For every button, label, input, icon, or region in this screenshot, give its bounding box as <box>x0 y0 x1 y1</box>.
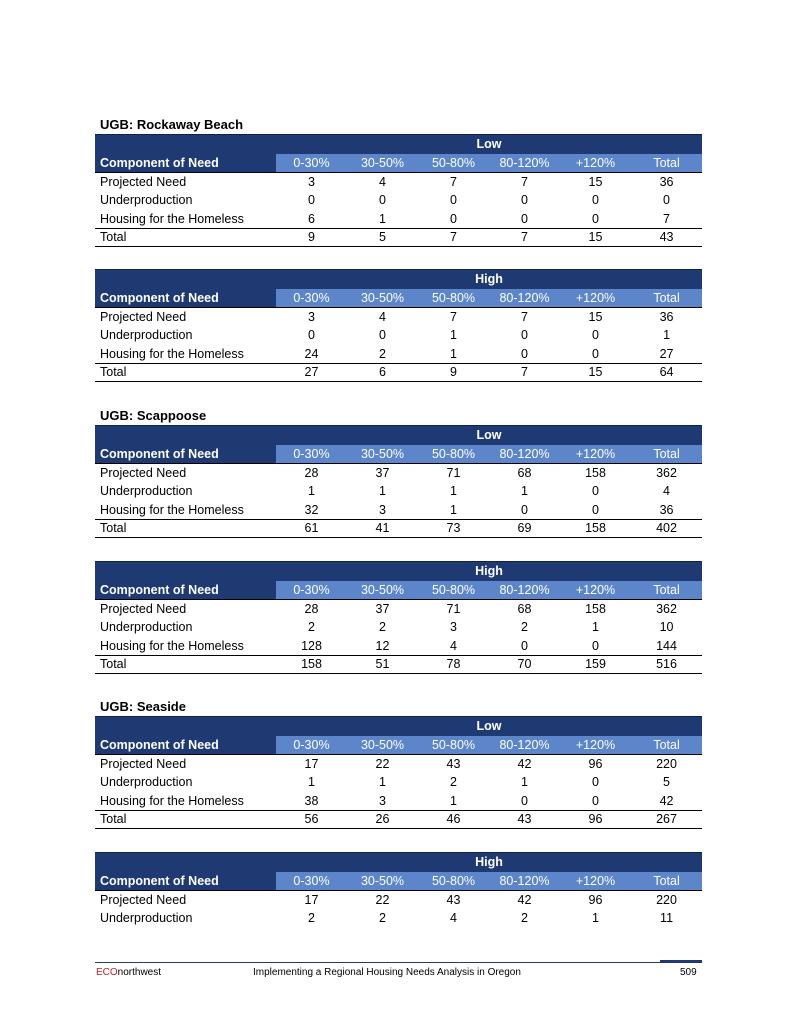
row-label: Housing for the Homeless <box>95 501 276 520</box>
cell: 2 <box>450 775 457 790</box>
cell: 78 <box>418 655 489 674</box>
cell: 1 <box>450 484 457 499</box>
cell: 0 <box>592 193 599 208</box>
cell: 7 <box>489 363 560 382</box>
footer-brand <box>96 967 161 978</box>
column-header: 30-50% <box>347 154 418 173</box>
cell: 71 <box>446 466 461 480</box>
row-label: Projected Need <box>100 175 187 189</box>
table-row <box>95 345 702 364</box>
table-row <box>95 755 702 774</box>
table-row <box>95 464 702 483</box>
column-header: 30-50% <box>347 872 418 891</box>
seaside-low-table <box>95 716 702 829</box>
cell: 15 <box>588 310 603 324</box>
cell: 1 <box>308 484 315 499</box>
cell: 43 <box>446 893 461 907</box>
cell: 3 <box>347 501 418 520</box>
cell: 0 <box>418 210 489 229</box>
cell: 3 <box>347 792 418 811</box>
cell: 0 <box>489 345 560 364</box>
cell: 69 <box>489 519 560 538</box>
row-label: Housing for the Homeless <box>95 792 276 811</box>
column-header: Total <box>631 736 702 755</box>
column-header: 80-120% <box>489 581 560 600</box>
cell: 42 <box>517 893 532 907</box>
cell: 51 <box>347 655 418 674</box>
cell: 3 <box>308 175 315 189</box>
row-label: Projected Need <box>100 310 187 324</box>
scenario-band: Low <box>95 135 702 154</box>
column-header: 80-120% <box>489 736 560 755</box>
section-title-seaside: UGB: Seaside <box>100 699 186 714</box>
cell: 144 <box>631 637 702 656</box>
footer-brand-northwest: northwest <box>117 967 162 978</box>
cell: 1 <box>347 210 418 229</box>
cell: 0 <box>489 792 560 811</box>
cell: 22 <box>375 893 390 907</box>
cell: 4 <box>379 310 386 324</box>
row-label: Underproduction <box>100 484 193 499</box>
cell: 37 <box>375 602 390 616</box>
scappoose-low-table <box>95 425 702 538</box>
row-label: Total <box>95 363 276 382</box>
cell: 7 <box>418 228 489 247</box>
rockaway-beach-low-table <box>95 134 702 247</box>
total-row <box>95 363 702 382</box>
row-label: Projected Need <box>100 466 187 480</box>
cell: 42 <box>517 757 532 771</box>
cell: 516 <box>631 655 702 674</box>
column-header: Total <box>631 289 702 308</box>
column-header: 50-80% <box>418 581 489 600</box>
scenario-band: Low <box>95 717 702 736</box>
column-header: +120% <box>560 581 631 600</box>
column-header: 30-50% <box>347 736 418 755</box>
cell: 38 <box>276 792 347 811</box>
column-header: +120% <box>560 445 631 464</box>
table-row <box>95 773 702 792</box>
cell: 2 <box>308 620 315 635</box>
cell: 4 <box>450 911 457 926</box>
cell: 0 <box>663 193 670 208</box>
cell: 3 <box>308 310 315 324</box>
cell: 1 <box>592 620 599 635</box>
total-row <box>95 810 702 829</box>
cell: 0 <box>379 193 386 208</box>
cell: 0 <box>560 792 631 811</box>
column-header: Total <box>631 154 702 173</box>
cell: 12 <box>347 637 418 656</box>
table-row <box>95 210 702 229</box>
table-row <box>95 792 702 811</box>
row-label: Housing for the Homeless <box>95 210 276 229</box>
cell: 56 <box>276 810 347 829</box>
cell: 28 <box>304 466 319 480</box>
total-row <box>95 655 702 674</box>
column-header: 30-50% <box>347 581 418 600</box>
scenario-band: High <box>95 562 702 581</box>
cell: 0 <box>560 501 631 520</box>
column-header: 30-50% <box>347 289 418 308</box>
cell: 0 <box>489 501 560 520</box>
cell: 64 <box>631 363 702 382</box>
cell: 7 <box>521 310 528 324</box>
row-label: Total <box>95 810 276 829</box>
cell: 0 <box>560 345 631 364</box>
cell: 9 <box>418 363 489 382</box>
column-header: Total <box>631 872 702 891</box>
cell: 7 <box>631 210 702 229</box>
cell: 1 <box>450 328 457 343</box>
row-label: Underproduction <box>100 328 193 343</box>
footer-accent-bar <box>660 960 702 963</box>
table-row <box>95 191 702 210</box>
column-header: +120% <box>560 736 631 755</box>
cell: 15 <box>588 175 603 189</box>
row-label: Underproduction <box>100 775 193 790</box>
cell: 15 <box>560 363 631 382</box>
cell: 0 <box>450 193 457 208</box>
cell: 96 <box>588 893 603 907</box>
cell: 6 <box>276 210 347 229</box>
seaside-high-table <box>95 852 702 928</box>
column-header: +120% <box>560 154 631 173</box>
row-label: Projected Need <box>100 602 187 616</box>
cell: 3 <box>450 620 457 635</box>
row-label: Total <box>95 519 276 538</box>
cell: 220 <box>656 893 677 907</box>
cell: 41 <box>347 519 418 538</box>
table-row <box>95 173 702 192</box>
cell: 158 <box>560 519 631 538</box>
row-label: Projected Need <box>100 893 187 907</box>
row-label: Underproduction <box>100 193 193 208</box>
cell: 1 <box>418 792 489 811</box>
cell: 1 <box>663 328 671 343</box>
cell: 27 <box>276 363 347 382</box>
cell: 0 <box>379 328 386 343</box>
row-label: Housing for the Homeless <box>95 345 276 364</box>
scenario-band: High <box>95 270 702 289</box>
column-header: +120% <box>560 872 631 891</box>
table-row <box>95 909 702 928</box>
cell: 10 <box>659 620 674 635</box>
cell: 7 <box>489 228 560 247</box>
column-header: 50-80% <box>418 736 489 755</box>
cell: 4 <box>418 637 489 656</box>
cell: 1 <box>379 775 386 790</box>
table-row <box>95 326 702 345</box>
cell: 2 <box>308 911 315 926</box>
column-header: +120% <box>560 289 631 308</box>
total-row <box>95 228 702 247</box>
cell: 0 <box>489 637 560 656</box>
cell: 362 <box>656 602 677 616</box>
column-header: 0-30% <box>276 872 347 891</box>
cell: 26 <box>347 810 418 829</box>
cell: 36 <box>659 175 674 189</box>
cell: 2 <box>521 620 528 635</box>
table-row <box>95 600 702 619</box>
scappoose-high-table <box>95 561 702 674</box>
section-title-rockaway-beach: UGB: Rockaway Beach <box>100 117 244 132</box>
row-label: Total <box>95 655 276 674</box>
cell: 2 <box>379 911 386 926</box>
cell: 5 <box>663 775 670 790</box>
cell: 28 <box>304 602 319 616</box>
page-number: 509 <box>680 967 697 978</box>
column-header: 0-30% <box>276 445 347 464</box>
cell: 17 <box>304 757 319 771</box>
row-label: Underproduction <box>100 620 193 635</box>
column-header: 80-120% <box>489 445 560 464</box>
column-header: 0-30% <box>276 736 347 755</box>
cell: 27 <box>631 345 702 364</box>
cell: 7 <box>450 310 457 324</box>
column-header: 80-120% <box>489 154 560 173</box>
scenario-band: High <box>95 853 702 872</box>
cell: 220 <box>656 757 677 771</box>
row-label: Total <box>95 228 276 247</box>
column-header: 50-80% <box>418 872 489 891</box>
cell: 0 <box>592 775 599 790</box>
cell: 0 <box>521 328 528 343</box>
table-row <box>95 618 702 637</box>
row-label: Underproduction <box>100 911 193 926</box>
column-header: Component of Need <box>95 445 276 464</box>
cell: 5 <box>347 228 418 247</box>
column-header: 50-80% <box>418 154 489 173</box>
cell: 46 <box>418 810 489 829</box>
column-header: Component of Need <box>95 154 276 173</box>
table-row <box>95 501 702 520</box>
cell: 0 <box>308 193 315 208</box>
column-header: 50-80% <box>418 445 489 464</box>
cell: 1 <box>592 911 599 926</box>
rockaway-beach-high-table <box>95 269 702 382</box>
column-header: Component of Need <box>95 581 276 600</box>
cell: 96 <box>588 757 603 771</box>
cell: 128 <box>276 637 347 656</box>
cell: 159 <box>560 655 631 674</box>
column-header: 50-80% <box>418 289 489 308</box>
cell: 37 <box>375 466 390 480</box>
cell: 1 <box>521 484 528 499</box>
cell: 1 <box>418 501 489 520</box>
cell: 68 <box>517 466 532 480</box>
cell: 1 <box>418 345 489 364</box>
table-row <box>95 637 702 656</box>
cell: 43 <box>631 228 702 247</box>
cell: 17 <box>304 893 319 907</box>
cell: 158 <box>585 466 606 480</box>
cell: 96 <box>560 810 631 829</box>
cell: 4 <box>663 484 670 499</box>
cell: 158 <box>585 602 606 616</box>
column-header: 80-120% <box>489 289 560 308</box>
cell: 36 <box>659 310 674 324</box>
column-header: Total <box>631 445 702 464</box>
table-row <box>95 891 702 910</box>
column-header: 0-30% <box>276 154 347 173</box>
footer-rule <box>95 962 702 963</box>
section-title-scappoose: UGB: Scappoose <box>100 408 207 423</box>
cell: 4 <box>379 175 386 189</box>
cell: 71 <box>446 602 461 616</box>
cell: 1 <box>379 484 386 499</box>
cell: 2 <box>521 911 528 926</box>
cell: 24 <box>276 345 347 364</box>
cell: 6 <box>347 363 418 382</box>
cell: 0 <box>521 193 528 208</box>
cell: 61 <box>276 519 347 538</box>
cell: 0 <box>592 484 599 499</box>
table-row <box>95 482 702 501</box>
cell: 7 <box>450 175 457 189</box>
column-header: Component of Need <box>95 289 276 308</box>
column-header: 0-30% <box>276 581 347 600</box>
cell: 0 <box>592 328 599 343</box>
cell: 15 <box>560 228 631 247</box>
total-row <box>95 519 702 538</box>
cell: 32 <box>276 501 347 520</box>
cell: 1 <box>308 775 315 790</box>
cell: 11 <box>660 911 674 926</box>
cell: 2 <box>379 620 386 635</box>
cell: 267 <box>631 810 702 829</box>
cell: 2 <box>347 345 418 364</box>
column-header: Total <box>631 581 702 600</box>
scenario-band: Low <box>95 426 702 445</box>
cell: 70 <box>489 655 560 674</box>
footer-brand-eco: ECO <box>96 967 118 978</box>
cell: 73 <box>418 519 489 538</box>
cell: 42 <box>631 792 702 811</box>
column-header: Component of Need <box>95 872 276 891</box>
cell: 0 <box>560 210 631 229</box>
cell: 0 <box>308 328 315 343</box>
cell: 402 <box>631 519 702 538</box>
column-header: 0-30% <box>276 289 347 308</box>
cell: 43 <box>489 810 560 829</box>
cell: 36 <box>631 501 702 520</box>
table-row <box>95 308 702 327</box>
cell: 158 <box>276 655 347 674</box>
row-label: Projected Need <box>100 757 187 771</box>
footer-doc-title: Implementing a Regional Housing Needs Analysis in Oregon <box>253 967 521 978</box>
cell: 9 <box>276 228 347 247</box>
column-header: 80-120% <box>489 872 560 891</box>
cell: 362 <box>656 466 677 480</box>
cell: 0 <box>489 210 560 229</box>
column-header: 30-50% <box>347 445 418 464</box>
cell: 43 <box>446 757 461 771</box>
cell: 0 <box>560 637 631 656</box>
row-label: Housing for the Homeless <box>95 637 276 656</box>
cell: 68 <box>517 602 532 616</box>
cell: 22 <box>375 757 390 771</box>
column-header: Component of Need <box>95 736 276 755</box>
cell: 7 <box>521 175 528 189</box>
cell: 1 <box>521 775 528 790</box>
